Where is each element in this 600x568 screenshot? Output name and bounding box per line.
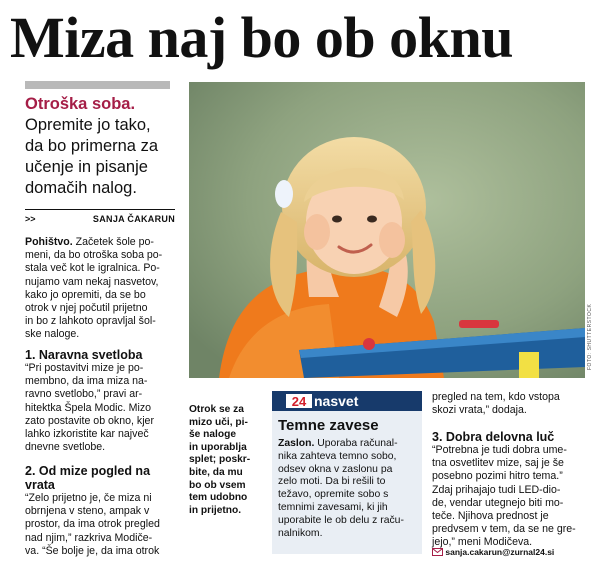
section-2-line: prostor, da ima otrok pregled [25,518,160,531]
article-photo [189,82,585,378]
intro-line: meni, da bo otroška soba po- [25,249,163,262]
envelope-icon [432,548,443,556]
tip-box-line: nalnikom. [278,527,323,539]
tip-box-line: težavo, opremite sobo s [278,489,389,501]
brand-logo-number: 24 [291,394,307,409]
caption-line: tem udobno [189,492,248,504]
brand-logo-word: nasvet [314,393,359,409]
tip-box-title: Temne zavese [278,417,379,434]
photo-credit: FOTO: SHUTTERSTOCK [587,303,593,370]
caption-line: še naloge [189,429,236,441]
section-1-line: ravno svetlobo,” pravi ar- [25,388,143,401]
tip-box-lead: Zaslon. [278,438,315,449]
section-1-line: membno, da ima miza na- [25,375,148,388]
continued-text [432,391,592,417]
subhead-dek-line: učenje in pisanje [25,158,148,176]
caption-line: bite, da mu [189,466,243,478]
section-3-line: “Potrebna je tudi dobra ume- [432,444,567,456]
caption-line: in uporablja [189,441,247,453]
caption-line: mizo uči, pi- [189,416,248,428]
section-1-line: zato postavite ob okno, kjer [25,414,154,427]
section-3-line: jejo,” meni Modičeva. [432,536,533,549]
brand-logo-24nasvet [272,391,422,411]
section-3-line: tna osvetlitev mize, saj je še [432,457,564,470]
section-2-heading: 2. Od mize pogled na [25,464,151,478]
section-1-line: “Pri postavitvi mize je po- [25,362,144,374]
email-address[interactable]: sanja.cakarun@zurnal24.si [445,547,555,557]
tip-box-line: odsev okna v zaslonu pa [278,463,393,475]
section-3 [432,430,592,550]
subhead-kicker: Otroška soba. [25,95,136,113]
caption-line: bo ob vsem [189,479,246,491]
section-2-line: obrnjena v steno, ampak v [25,505,150,518]
subhead-dek-line: domačih nalog. [25,179,137,197]
section-2-line: “Zelo prijetno je, če miza ni [25,492,152,504]
tip-box-line: Uporaba računal- [317,438,398,449]
tip-box [272,391,422,554]
intro-line: otrok v njej počutil prijetno [25,302,148,315]
intro-line: Začetek šole po- [75,236,154,248]
tip-box-line: nika zahteva temno sobo, [278,450,397,462]
section-1-heading: 1. Naravna svetloba [25,348,143,362]
byline [25,212,175,226]
continued-line: skozi vrata,” dodaja. [432,404,527,417]
tip-box-line: zelo moti. Da bi rešili to [278,476,386,488]
intro-line: stala več kot le igralnica. Po- [25,262,160,275]
section-3-line: predvsem v tem, da se ne gre- [432,523,576,536]
subhead-dek-line: da bo primerna za [25,137,158,155]
section-2-line: va. “Še bolje je, da ima otrok [25,544,160,557]
section-1-line: dnevne svetlobe. [25,441,106,454]
subhead-dek-line: Opremite jo tako, [25,116,151,134]
section-1-line: hitektka Špela Modic. Mizo [25,401,152,414]
section-1-line: lahko izkoristite kar največ [25,428,149,441]
intro-line: in bo z lahkoto opravljal šol- [25,315,156,328]
section-3-heading: 3. Dobra delovna luč [432,430,555,444]
caption-line: Otrok se za [189,404,244,415]
section-3-line: de, vendar utegnejo biti mo- [432,496,564,509]
author-email[interactable] [432,547,592,561]
intro-line: nujamo vam nekaj nasvetov, [25,275,159,288]
tip-box-line: temnimi zavesami, ki jih [278,501,388,513]
headline: Miza naj bo ob oknu [10,5,513,70]
byline-rule [25,209,175,210]
intro-lead: Pohištvo. [25,236,73,248]
section-2 [25,464,175,558]
byline-arrows: >> [25,214,36,224]
intro-line: ske naloge. [25,328,80,341]
section-3-line: Zdaj prihajajo tudi LED-dio- [432,483,561,496]
caption-line: splet; poskr- [189,454,251,466]
section-1 [25,348,175,454]
byline-author: SANJA ČAKARUN [92,214,175,224]
section-3-line: teče. Njihova prednost je [432,510,549,523]
subhead [25,94,185,199]
tip-box-body [278,438,418,540]
intro-line: kako jo opremiti, da se bo [25,288,146,301]
subhead-bar [25,81,170,89]
section-2-heading: vrata [25,478,55,492]
caption-line: in prijetno. [189,504,242,516]
girl-at-desk-illustration [189,82,585,378]
continued-line: pregled na tem, kdo vstopa [432,391,560,403]
intro-paragraph [25,236,175,342]
photo-caption [189,404,267,517]
section-2-line: nad njim,” razkriva Modiče- [25,531,153,544]
tip-box-line: uporabite le ob delu z raču- [278,514,404,526]
section-3-line: posebno pozimi hitro tema.” [432,470,563,483]
